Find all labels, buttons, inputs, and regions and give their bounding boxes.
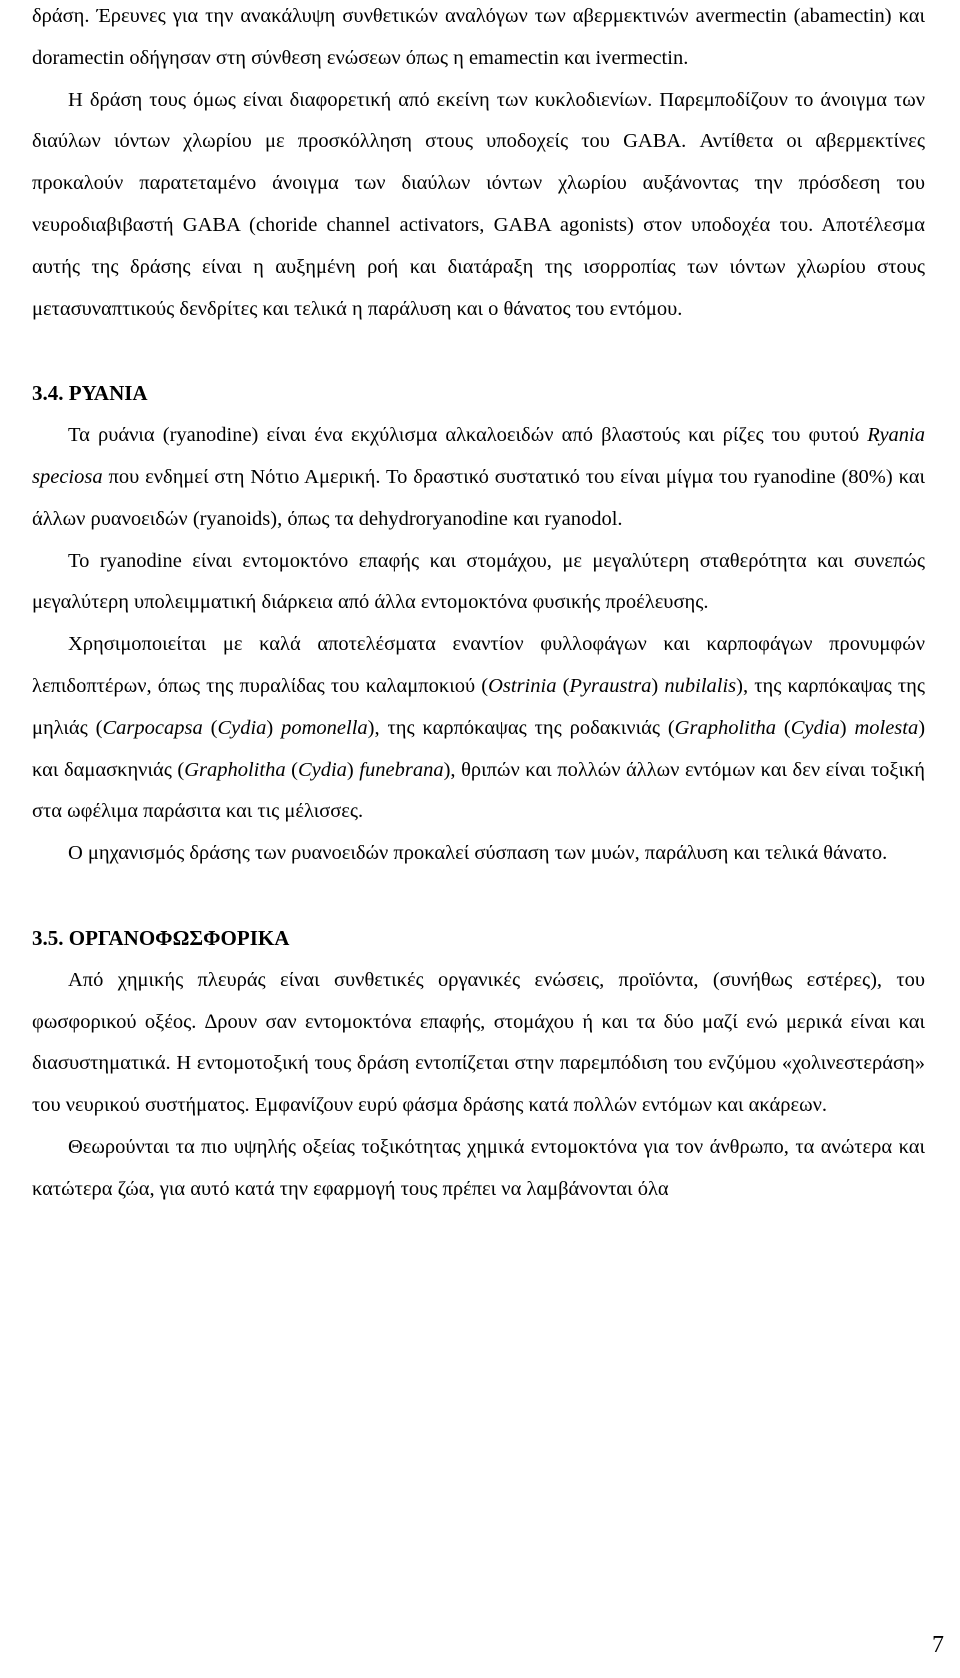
section-number: 3.5.	[32, 925, 64, 950]
paragraph-mode-of-action: Η δράση τους όμως είναι διαφορετική από εκείνη των κυκλοδιενίων. Παρεμποδίζουν το άνοιγμα των διαύλων ιόντων χλωρίου με προσκόλληση στους υποδοχείς του GABA. Αντίθετα οι αβερμεκτίνες προκαλούν παρατεταμένο άνοιγμα των διαύλων ιόντων χλωρίου αυξάνοντας την πρόσδεση του νευροδιαβιβαστή GABA (choride channel activators, GABA agonists) στον υποδοχέα του. Αποτέλεσμα αυτής της δράσης είναι η αυξημένη ροή και διατάραξη της ισορροπίας των ιόντων χλωρίου στους μετασυναπτικούς δενδρίτες και τελικά η παράλυση και ο θάνατος του εντόμου.	[32, 88, 925, 320]
paragraph-ryanodine-uses: Χρησιμοποιείται με καλά αποτελέσματα εναντίον φυλλοφάγων και καρποφάγων προνυμφών λεπιδοπτέρων, όπως της πυραλίδας του καλαμποκιού (Ostrinia (Pyraustra) nubilalis), της καρπόκαψας της μηλιάς (Carpocapsa (Cydia) pomonella), της καρπόκαψας της ροδακινιάς (Grapholitha (Cydia) molesta) και δαμασκηνιάς (Grapholitha (Cydia) funebrana), θριπών και πολλών άλλων εντόμων και δεν είναι τοξική στα ωφέλιμα παράσιτα και τις μέλισσες.	[32, 633, 926, 823]
paragraph-avermectin-analogs: δράση. Έρευνες για την ανακάλυψη συνθετικών αναλόγων των αβερμεκτινών avermectin (abamectin) και doramectin οδήγησαν στη σύνθεση ενώσεων όπως η emamectin και ivermectin.	[32, 5, 925, 69]
paragraph-ryanodine-properties: Το ryanodine είναι εντομοκτόνο επαφής και στομάχου, με μεγαλύτερη σταθερότητα και συνεπώς μεγαλύτερη υπολειμματική διάρκεια από άλλα εντομοκτόνα φυσικής προέλευσης.	[32, 549, 925, 614]
section-title: ΡΥΑΝΙΑ	[68, 381, 148, 406]
paragraph-ryania-intro: Τα ρυάνια (ryanodine) είναι ένα εκχύλισμα αλκαλοειδών από βλαστούς και ρίζες του φυτού Ryania speciosa που ενδημεί στη Νότιο Αμερική. Το δραστικό συστατικό του είναι μίγμα του ryanodine (80%) και άλλων ρυανοειδών (ryanoids), όπως τα dehydroryanodine και ryanodol.	[32, 424, 925, 530]
paragraph-ryanoid-mechanism: Ο μηχανισμός δράσης των ρυανοειδών προκαλεί σύσπαση των μυών, παράλυση και τελικά θάνατο.	[68, 842, 888, 865]
page-number: 7	[932, 1632, 944, 1658]
section-number: 3.4.	[32, 381, 64, 406]
section-heading-organophosphates	[32, 918, 925, 960]
document-page	[32, 0, 925, 1211]
section-heading-ryania	[32, 373, 925, 415]
paragraph-organophosphates-toxicity: Θεωρούνται τα πιο υψηλής οξείας τοξικότητας χημικά εντομοκτόνα για τον άνθρωπο, τα ανώτερα και κατώτερα ζώα, για αυτό κατά την εφαρμογή τους πρέπει να λαμβάνονται όλα	[32, 1135, 925, 1200]
paragraph-organophosphates-intro: Από χημικής πλευράς είναι συνθετικές οργανικές ενώσεις, προϊόντα, (συνήθως εστέρες), του φωσφορικού οξέος. ∆ρουν σαν εντομοκτόνα επαφής, στομάχου ή και τα δύο μαζί ενώ μερικά είναι και διασυστηματικά. Η εντομοτοξική τους δράση εντοπίζεται στην παρεμπόδιση του ενζύμου «χολινεστεράση» του νευρικού συστήματος. Εμφανίζουν ευρύ φάσμα δράσης κατά πολλών εντόμων και ακάρεων.	[32, 968, 925, 1117]
species-name: Ryania speciosa	[32, 424, 925, 488]
section-title: ΟΡΓΑΝΟΦΩΣΦΟΡΙΚΑ	[68, 925, 290, 950]
